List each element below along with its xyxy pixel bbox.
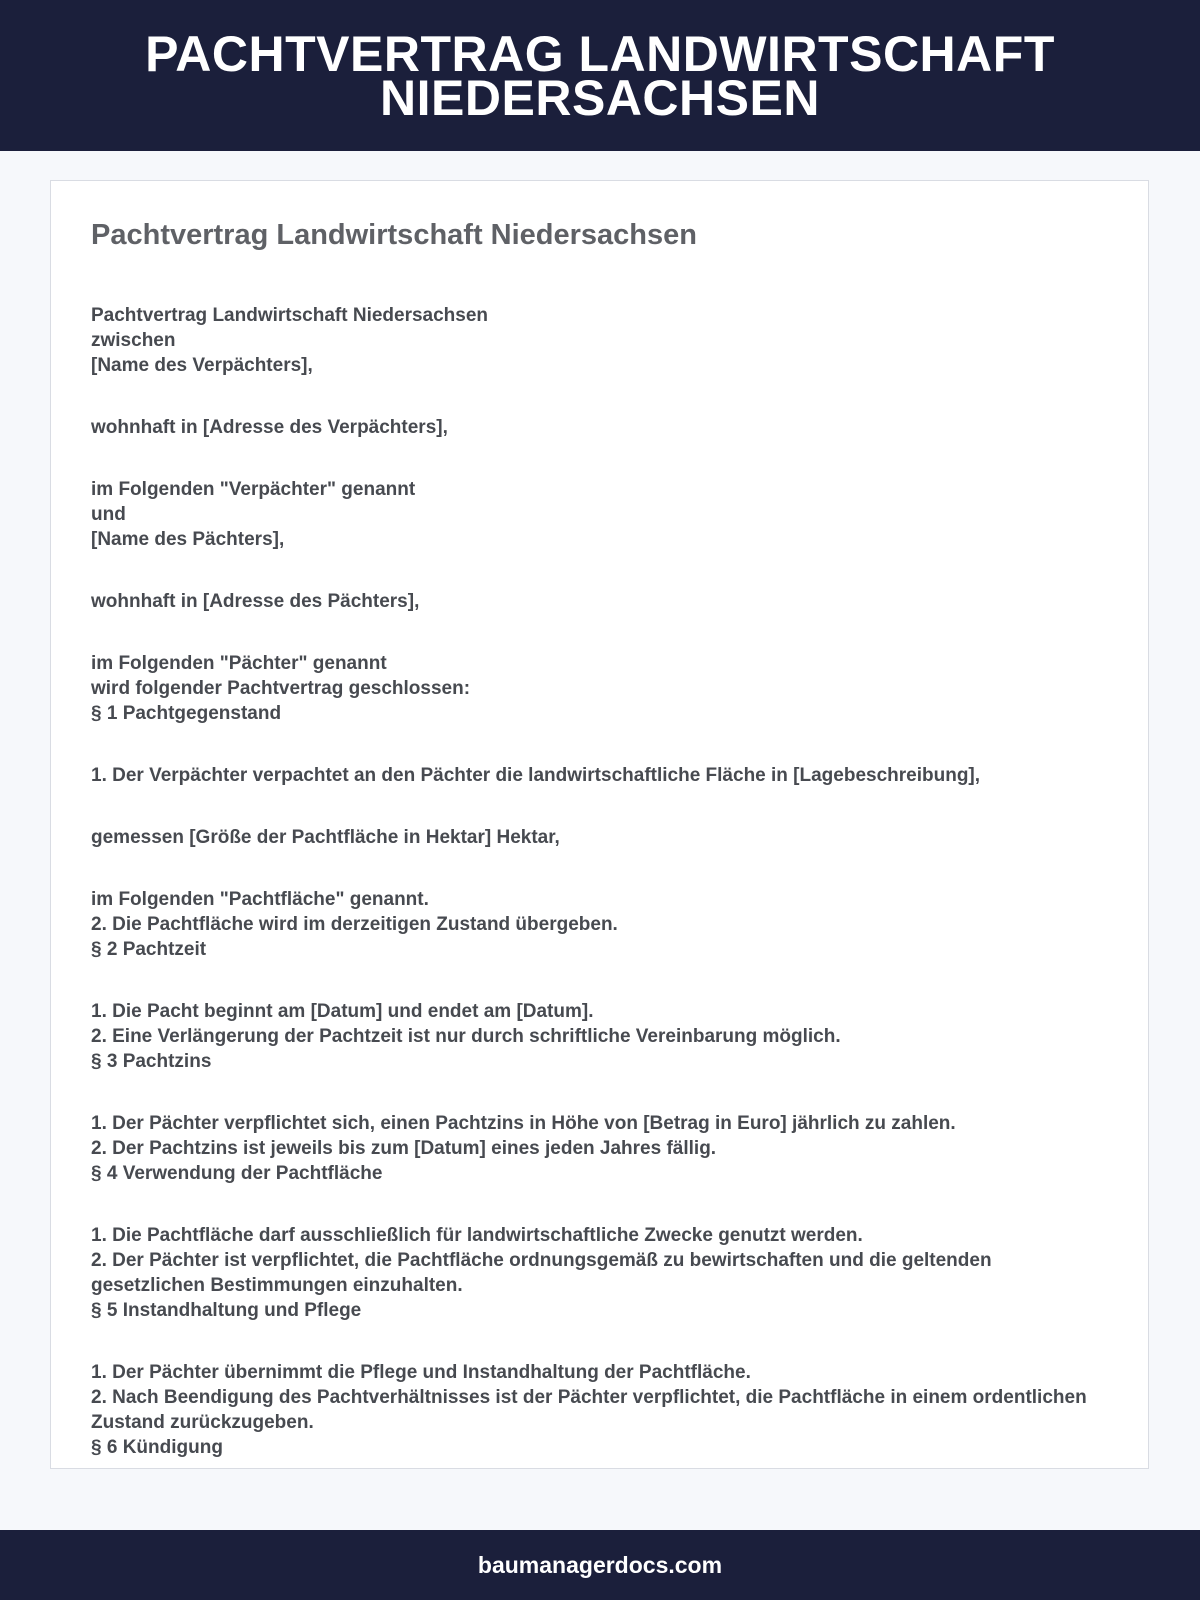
paragraph: 1. Der Pächter übernimmt die Pflege und Instandhaltung der Pachtfläche. 2. Nach Beendigung des Pachtverhältnisses ist der Pächter verpflichtet, die Pachtfläche in einem ordentlichen Zustand zurückzugeben. § 6 Kündigung xyxy=(91,1362,1087,1458)
page-header xyxy=(0,0,1200,151)
header-title: PACHTVERTRAG LANDWIRTSCHAFT NIEDERSACHSEN xyxy=(145,25,1055,126)
paragraph: im Folgenden "Pachtfläche" genannt. 2. Die Pachtfläche wird im derzeitigen Zustand übergeben. § 2 Pachtzeit xyxy=(91,889,618,960)
footer-site-link[interactable]: baumanagerdocs.com xyxy=(477,1551,723,1578)
document-card xyxy=(50,180,1149,1469)
document-title: Pachtvertrag Landwirtschaft Niedersachsen xyxy=(91,219,697,251)
paragraph: 1. Die Pacht beginnt am [Datum] und endet am [Datum]. 2. Eine Verlängerung der Pachtzeit ist nur durch schriftliche Vereinbarung möglich. § 3 Pachtzins xyxy=(91,1001,841,1072)
paragraph: wohnhaft in [Adresse des Verpächters], xyxy=(91,417,448,438)
paragraph: 1. Die Pachtfläche darf ausschließlich für landwirtschaftliche Zwecke genutzt werden. 2. Der Pächter ist verpflichtet, die Pachtfläche ordnungsgemäß zu bewirtschaften und die geltenden gesetzlichen Bestimmungen einzuhalten. § 5 Instandhaltung und Pflege xyxy=(91,1225,992,1321)
paragraph: 1. Der Pächter verpflichtet sich, einen Pachtzins in Höhe von [Betrag in Euro] jährlich zu zahlen. 2. Der Pachtzins ist jeweils bis zum [Datum] eines jeden Jahres fällig. § 4 Verwendung der Pachtfläche xyxy=(91,1113,956,1184)
paragraph: im Folgenden "Verpächter" genannt und [Name des Pächters], xyxy=(91,479,416,550)
paragraph: Pachtvertrag Landwirtschaft Niedersachsen zwischen [Name des Verpächters], xyxy=(91,305,489,376)
paragraph: wohnhaft in [Adresse des Pächters], xyxy=(91,591,420,612)
paragraph: 1. Der Verpächter verpachtet an den Pächter die landwirtschaftliche Fläche in [Lagebeschreibung], xyxy=(91,765,981,786)
paragraph: im Folgenden "Pächter" genannt wird folgender Pachtvertrag geschlossen: § 1 Pachtgegenstand xyxy=(91,653,471,724)
document-body xyxy=(91,278,1101,1469)
paragraph: gemessen [Größe der Pachtfläche in Hektar] Hektar, xyxy=(91,827,560,848)
page-footer xyxy=(0,1530,1200,1600)
